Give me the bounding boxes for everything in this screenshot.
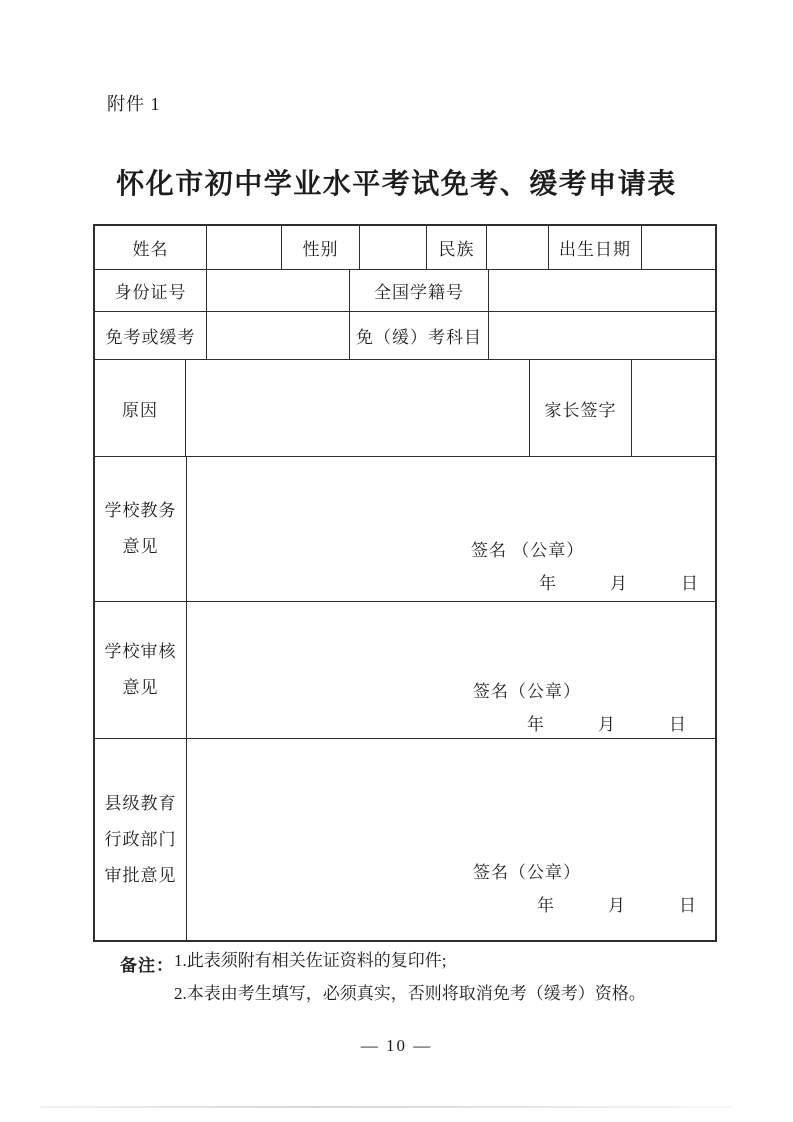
label-line: 县级教育 (104, 793, 177, 813)
id-number-label: 身份证号 (95, 270, 207, 311)
national-student-id-field (489, 270, 715, 311)
notes-label: 备注： (120, 956, 174, 975)
school-review-opinion-field (187, 602, 715, 738)
ethnicity-field (487, 226, 549, 269)
row-school-academic-opinion (95, 457, 715, 602)
school-academic-opinion-field (187, 457, 715, 601)
label-line: 学校教务 (104, 501, 177, 520)
page-number: — 10 — (360, 1036, 433, 1055)
notes-items (174, 951, 720, 1004)
date-line: 年 月 日 (527, 715, 687, 734)
name-label: 姓名 (95, 226, 207, 269)
signature-seal-label: 签名（公章） (473, 863, 581, 882)
row-school-review-opinion (95, 602, 715, 739)
note-item: 1.此表须附有相关佐证资料的复印件; (174, 951, 447, 970)
note-item: 2.本表由考生填写，必须真实，否则将取消免考（缓考）资格。 (174, 984, 646, 1003)
page-title: 怀化市初中学业水平考试免考、缓考申请表 (116, 169, 677, 200)
row-reason (95, 360, 715, 457)
reason-field (186, 360, 530, 456)
notes-section (120, 951, 720, 1004)
gender-label: 性别 (282, 226, 360, 269)
label-line: 意见 (122, 678, 159, 697)
scan-edge-artifact (40, 1106, 733, 1108)
county-approval-opinion-label (95, 739, 187, 940)
date-line: 年 月 日 (539, 574, 699, 593)
name-field (207, 226, 282, 269)
exemption-subjects-field (489, 312, 715, 359)
birth-date-label: 出生日期 (549, 226, 642, 269)
row-exemption-type (95, 312, 715, 360)
school-review-opinion-label (95, 602, 187, 738)
label-line: 意见 (122, 537, 159, 556)
signature-seal-label: 签名 （公章） (471, 541, 585, 560)
national-student-id-label: 全国学籍号 (350, 270, 489, 311)
row-basic-info (95, 226, 715, 270)
date-line: 年 月 日 (537, 896, 697, 915)
ethnicity-label: 民族 (427, 226, 487, 269)
application-form-table (93, 224, 717, 942)
birth-date-field (642, 226, 715, 269)
row-id-numbers (95, 270, 715, 312)
gender-field (360, 226, 427, 269)
parent-signature-label: 家长签字 (530, 360, 632, 456)
label-line: 学校审核 (104, 642, 177, 661)
label-line: 行政部门 (104, 829, 177, 849)
county-approval-opinion-field (187, 739, 715, 940)
exemption-type-field (207, 312, 350, 359)
parent-signature-field (632, 360, 715, 456)
attachment-label: 附件 1 (107, 94, 161, 114)
exemption-subjects-label: 免（缓）考科目 (350, 312, 489, 359)
signature-seal-label: 签名（公章） (473, 682, 581, 701)
reason-label: 原因 (95, 360, 186, 456)
school-academic-opinion-label (95, 457, 187, 601)
id-number-field (207, 270, 350, 311)
row-county-approval-opinion (95, 739, 715, 940)
label-line: 审批意见 (104, 865, 177, 885)
exemption-type-label: 免考或缓考 (95, 312, 207, 359)
